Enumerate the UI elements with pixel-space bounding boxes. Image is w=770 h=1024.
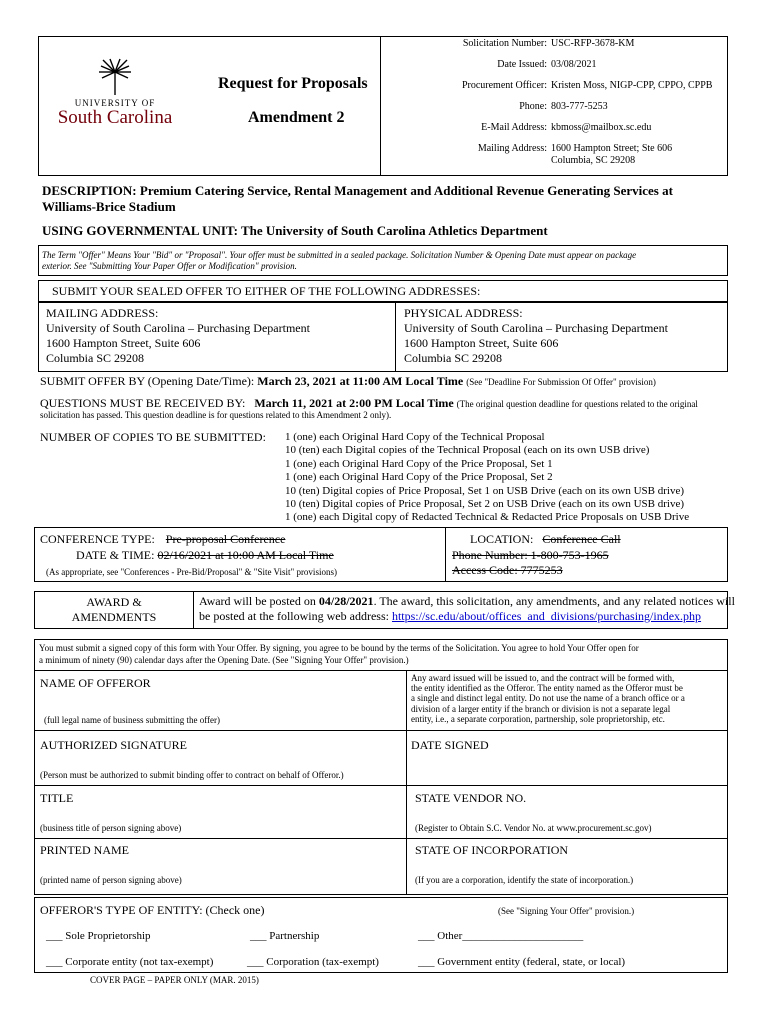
phone-value: 803-777-5253: [551, 101, 608, 112]
entity-type-note: (See "Signing Your Offer" provision.): [498, 906, 635, 916]
mailing-address-title: MAILING ADDRESS:: [46, 306, 159, 320]
copies-item: 1 (one) each Original Hard Copy of the Price Proposal, Set 2: [285, 471, 553, 484]
copies-label: NUMBER OF COPIES TO BE SUBMITTED:: [40, 430, 266, 444]
logo-south-carolina: South Carolina: [57, 107, 173, 128]
questions-note-2: solicitation has passed. This question deadline is for questions related to this Amendment 2 only).: [40, 410, 392, 420]
mailing-value-2: Columbia, SC 29208: [551, 155, 636, 166]
questions-note-1: (The original question deadline for questions related to the original: [456, 399, 698, 409]
location-label: LOCATION:: [470, 532, 534, 546]
state-vendor-field[interactable]: [415, 805, 721, 819]
term-note-line-2: exterior. See "Submitting Your Paper Offer or Modification" provision.: [42, 261, 297, 271]
copies-item: 10 (ten) each Digital copies of the Technical Proposal (each on its own USB drive): [285, 444, 650, 457]
description-line-2: Williams-Brice Stadium: [42, 199, 176, 214]
authorized-signature-hint: (Person must be authorized to submit binding offer to contract on behalf of Offeror.): [40, 770, 344, 780]
award-label-1: AWARD &: [86, 595, 142, 609]
copies-item: 1 (one) each Original Hard Copy of the Technical Proposal: [285, 431, 545, 443]
addresses-heading: SUBMIT YOUR SEALED OFFER TO EITHER OF THE FOLLOWING ADDRESSES:: [52, 284, 481, 298]
award-text-a: Award will be posted on: [199, 594, 319, 608]
date-signed-label: DATE SIGNED: [411, 738, 489, 752]
conference-date-label: DATE & TIME:: [76, 548, 155, 562]
state-incorporation-hint: (If you are a corporation, identify the state of incorporation.): [415, 875, 634, 885]
copies-item: 1 (one) each Original Hard Copy of the Price Proposal, Set 1: [285, 457, 553, 470]
award-text-2-prefix: be posted at the following web address:: [199, 609, 392, 623]
conference-date-line: [76, 548, 334, 563]
entity-option-sole-proprietorship[interactable]: ___ Sole Proprietorship: [46, 930, 151, 942]
entity-option-other[interactable]: ___ Other______________________: [418, 930, 584, 942]
state-incorporation-field[interactable]: [415, 858, 721, 872]
title-label: TITLE: [40, 791, 74, 805]
entity-note: [411, 673, 685, 724]
officer-value: Kristen Moss, NIGP-CPP, CPPO, CPPB: [551, 80, 713, 91]
entity-option-corporation-tax-exempt[interactable]: ___ Corporation (tax-exempt): [247, 956, 379, 968]
entity-note-line: a single and distinct legal entity. Do not use the name of a branch office or a: [411, 693, 685, 704]
mailing-address-3: Columbia SC 29208: [46, 351, 145, 365]
logo-university-of: UNIVERSITY OF: [74, 98, 156, 108]
award-label-2: AMENDMENTS: [71, 610, 157, 624]
physical-address-3: Columbia SC 29208: [404, 351, 503, 365]
entity-option-partnership[interactable]: ___ Partnership: [250, 930, 320, 942]
printed-name-field[interactable]: [40, 858, 400, 872]
award-label: [34, 595, 194, 625]
state-incorporation-label: STATE OF INCORPORATION: [415, 843, 569, 857]
submit-by-label: SUBMIT OFFER BY (Opening Date/Time):: [40, 374, 255, 388]
state-vendor-hint: (Register to Obtain S.C. Vendor No. at www.procurement.sc.gov): [415, 823, 652, 833]
title-hint: (business title of person signing above): [40, 823, 182, 833]
date-signed-field[interactable]: [411, 752, 721, 780]
term-note-line-1: The Term "Offer" Means Your "Bid" or "Proposal". Your offer must be submitted in a sealed package. Solicitation Number & Opening Date must appear on package: [42, 250, 637, 260]
conference-type-line: [40, 532, 285, 547]
mailing-address-1: University of South Carolina – Purchasing Department: [46, 321, 310, 335]
email-label: E-Mail Address:: [481, 122, 547, 133]
award-text-2: [199, 609, 701, 624]
name-of-offeror-hint: (full legal name of business submitting the offer): [44, 715, 221, 725]
mailing-label: Mailing Address:: [477, 143, 547, 154]
entity-option-corporate-entity[interactable]: ___ Corporate entity (not tax-exempt): [46, 956, 214, 968]
questions-label: QUESTIONS MUST BE RECEIVED BY:: [40, 396, 246, 410]
award-text-1: [199, 594, 735, 609]
offeror-vertical-divider: [406, 670, 407, 895]
row-divider-1: [34, 730, 728, 731]
physical-address-1: University of South Carolina – Purchasing Department: [404, 321, 668, 335]
amendment-title: Amendment 2: [248, 109, 345, 126]
footer-label: COVER PAGE – PAPER ONLY (MAR. 2015): [90, 975, 259, 985]
mailing-address-2: 1600 Hampton Street, Suite 606: [46, 336, 201, 350]
location-line: [470, 532, 621, 547]
location-value: Conference Call: [542, 532, 621, 546]
sign-note-line-2: a minimum of ninety (90) calendar days after the Opening Date. (See "Signing Your Offer" provision.): [39, 655, 409, 665]
email-value: kbmoss@mailbox.sc.edu: [551, 122, 652, 133]
award-web-link[interactable]: https://sc.edu/about/offices_and_divisions/purchasing/index.php: [391, 609, 702, 623]
palmetto-tree-icon: [98, 58, 132, 96]
mailing-value-1: 1600 Hampton Street; Ste 606: [551, 143, 673, 154]
entity-note-line: the entity identified as the Offeror. The entity named as the Offeror must be: [411, 683, 683, 694]
entity-type-label: OFFEROR'S TYPE OF ENTITY: (Check one): [40, 903, 265, 917]
solicitation-label: Solicitation Number:: [462, 38, 547, 49]
name-of-offeror-label: NAME OF OFFEROR: [40, 676, 151, 690]
copies-item: 10 (ten) Digital copies of Price Proposal, Set 1 on USB Drive (each on its own USB drive): [285, 484, 684, 497]
submit-by-value: March 23, 2021 at 11:00 AM Local Time: [257, 374, 464, 388]
sign-note-divider: [34, 670, 728, 671]
conference-type-label: CONFERENCE TYPE:: [40, 532, 155, 546]
entity-option-government-entity[interactable]: ___ Government entity (federal, state, or local): [418, 956, 626, 968]
header-divider: [380, 36, 381, 176]
conference-type-value: Pre-proposal Conference: [165, 532, 286, 546]
questions-value: March 11, 2021 at 2:00 PM Local Time: [254, 396, 454, 410]
copies-list: [285, 431, 689, 525]
conference-note: (As appropriate, see "Conferences - Pre-Bid/Proposal" & "Site Visit" provisions): [46, 567, 337, 577]
phone-label: Phone:: [519, 101, 547, 112]
printed-name-hint: (printed name of person signing above): [40, 875, 182, 885]
row-divider-2: [34, 785, 728, 786]
title-field[interactable]: [40, 805, 400, 819]
row-divider-3: [34, 838, 728, 839]
conference-date-value: 02/16/2021 at 10:00 AM Local Time: [157, 548, 334, 562]
entity-note-line: division of a larger entity if the branch or division is not a separate legal: [411, 703, 671, 714]
submit-by-line: [40, 374, 656, 389]
questions-line: [40, 396, 698, 411]
entity-note-line: Any award issued will be issued to, and the contract will be formed with,: [411, 673, 675, 683]
state-vendor-label: STATE VENDOR NO.: [415, 791, 527, 805]
university-logo: [40, 58, 190, 138]
date-issued-label: Date Issued:: [497, 59, 547, 70]
entity-note-line: entity, i.e., a separate corporation, partnership, sole proprietorship, etc.: [411, 713, 665, 724]
location-access-code: Access Code: 7775253: [452, 563, 563, 577]
authorized-signature-field[interactable]: [40, 752, 400, 768]
submit-by-note: (See "Deadline For Submission Of Offer" provision): [466, 377, 656, 387]
physical-address-title: PHYSICAL ADDRESS:: [404, 306, 523, 320]
officer-label: Procurement Officer:: [461, 80, 547, 91]
copies-item: 10 (ten) Digital copies of Price Proposal, Set 2 on USB Drive (each on its own USB drive): [285, 498, 684, 511]
physical-address-2: 1600 Hampton Street, Suite 606: [404, 336, 559, 350]
copies-item: 1 (one) each Digital copy of Redacted Technical & Redacted Price Proposals on USB Drive: [285, 511, 690, 524]
award-text-c: . The award, this solicitation, any amendments, and any related notices will: [373, 594, 735, 608]
solicitation-value: USC-RFP-3678-KM: [551, 38, 635, 49]
name-of-offeror-field[interactable]: [40, 692, 400, 710]
description-line-1: DESCRIPTION: Premium Catering Service, Rental Management and Additional Revenue Generating Services at: [42, 183, 673, 198]
award-date: 04/28/2021: [318, 594, 374, 608]
location-phone: Phone Number: 1-800-753-1965: [452, 548, 609, 562]
sign-note-line-1: You must submit a signed copy of this form with Your Offer. By signing, you agree to be bound by the terms of the Solicitation. You agree to hold Your Offer open for: [39, 643, 639, 653]
printed-name-label: PRINTED NAME: [40, 843, 129, 857]
date-issued-value: 03/08/2021: [551, 59, 597, 70]
authorized-signature-label: AUTHORIZED SIGNATURE: [40, 738, 187, 752]
page-title: Request for Proposals: [218, 75, 368, 92]
governmental-unit: USING GOVERNMENTAL UNIT: The University of South Carolina Athletics Department: [42, 223, 548, 238]
